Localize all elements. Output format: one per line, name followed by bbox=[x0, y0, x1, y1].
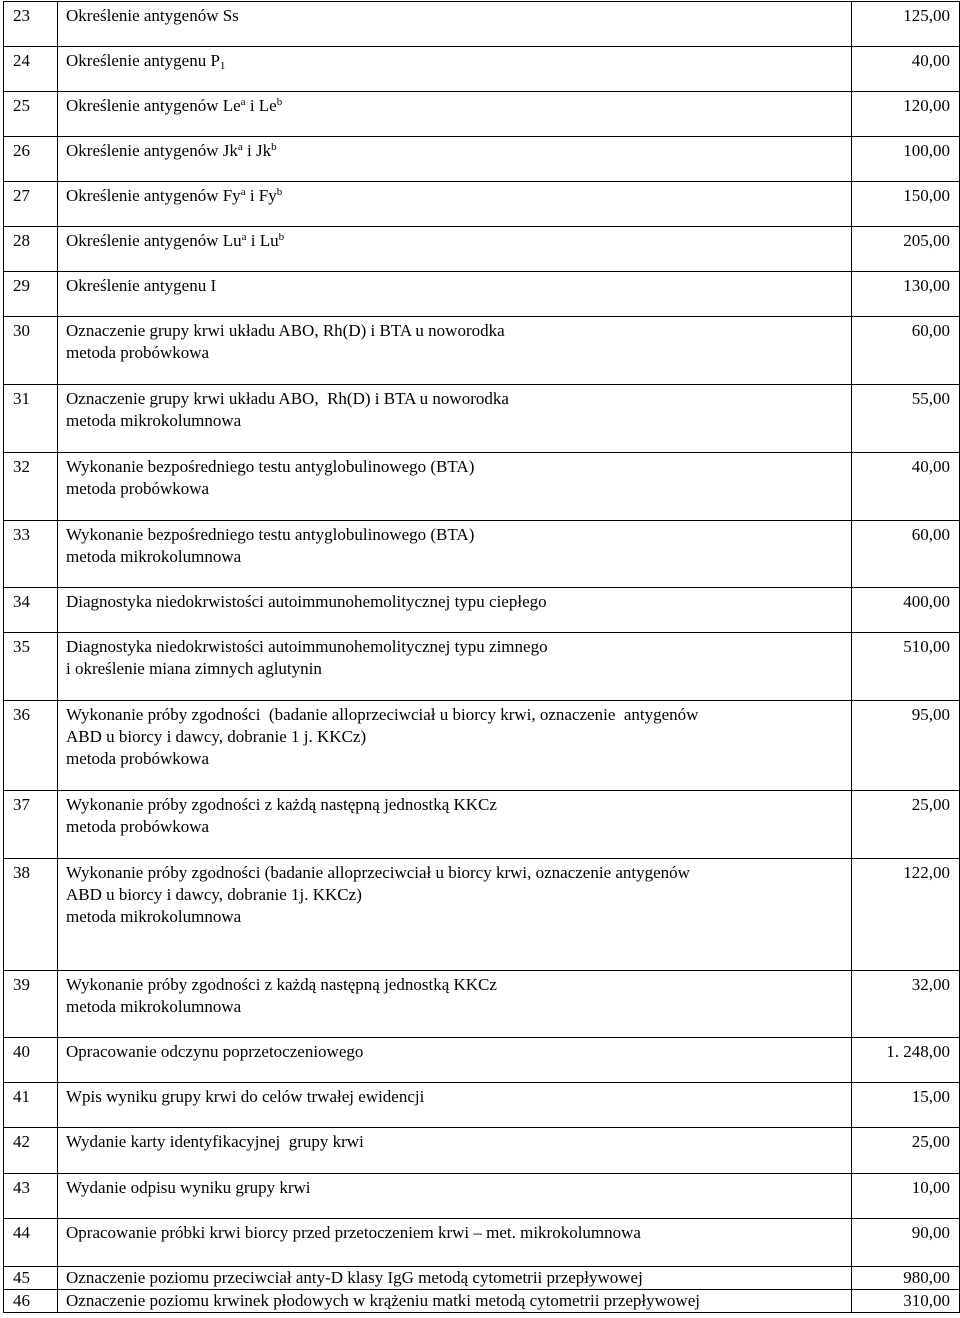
table-row bbox=[4, 47, 960, 92]
service-text: Diagnostyka niedokrwistości autoimmunohemolitycznej typu zimnego bbox=[66, 637, 548, 656]
service-text: i Jk bbox=[242, 141, 272, 160]
service-text: Wykonanie próby zgodności z każdą następną jednostką KKCz bbox=[66, 795, 497, 814]
service-text: Diagnostyka niedokrwistości autoimmunohemolitycznej typu ciepłego bbox=[66, 592, 547, 611]
service-method: metoda probówkowa bbox=[66, 749, 210, 768]
service-price: 15,00 bbox=[852, 1083, 960, 1128]
service-text: ABD u biorcy i dawcy, dobranie 1j. KKCz) bbox=[66, 885, 362, 904]
service-text: Określenie antygenów Ss bbox=[66, 6, 239, 25]
service-text: Wykonanie próby zgodności (badanie alloprzeciwciał u biorcy krwi, oznaczenie antygenów bbox=[66, 863, 690, 882]
service-text: i określenie miana zimnych aglutynin bbox=[66, 659, 322, 678]
service-text: Oznaczenie grupy krwi układu ABO, Rh(D) i BTA u noworodka bbox=[66, 321, 505, 340]
service-description bbox=[58, 92, 852, 137]
table-row bbox=[4, 1290, 960, 1313]
service-price: 125,00 bbox=[852, 2, 960, 47]
superscript: a bbox=[240, 186, 246, 198]
table-row bbox=[4, 1128, 960, 1174]
row-number: 23 bbox=[4, 2, 58, 47]
service-description bbox=[58, 137, 852, 182]
row-number: 37 bbox=[4, 791, 58, 859]
row-number: 38 bbox=[4, 859, 58, 971]
table-row bbox=[4, 588, 960, 633]
row-number: 29 bbox=[4, 272, 58, 317]
row-number: 41 bbox=[4, 1083, 58, 1128]
service-method: metoda probówkowa bbox=[66, 343, 210, 362]
row-number: 43 bbox=[4, 1174, 58, 1219]
table-row bbox=[4, 182, 960, 227]
row-number: 25 bbox=[4, 92, 58, 137]
service-text: Określenie antygenów Fy bbox=[66, 186, 241, 205]
service-text: Oznaczenie poziomu krwinek płodowych w krążeniu matki metodą cytometrii przepływowej bbox=[66, 1291, 700, 1310]
service-method: metoda mikrokolumnowa bbox=[66, 547, 242, 566]
service-text: Określenie antygenu P bbox=[66, 51, 220, 70]
service-price: 205,00 bbox=[852, 227, 960, 272]
table-row bbox=[4, 633, 960, 701]
service-text: Wykonanie próby zgodności z każdą następną jednostką KKCz bbox=[66, 975, 497, 994]
service-text: i Fy bbox=[245, 186, 277, 205]
service-description bbox=[58, 453, 852, 521]
table-row bbox=[4, 1219, 960, 1267]
service-description bbox=[58, 1174, 852, 1219]
row-number: 31 bbox=[4, 385, 58, 453]
service-price: 122,00 bbox=[852, 859, 960, 971]
superscript: b bbox=[271, 141, 277, 153]
service-price: 400,00 bbox=[852, 588, 960, 633]
row-number: 40 bbox=[4, 1038, 58, 1083]
service-price: 32,00 bbox=[852, 971, 960, 1038]
table-row bbox=[4, 1174, 960, 1219]
service-price: 40,00 bbox=[852, 453, 960, 521]
service-description bbox=[58, 317, 852, 385]
service-price: 130,00 bbox=[852, 272, 960, 317]
table-row bbox=[4, 227, 960, 272]
table-row bbox=[4, 1038, 960, 1083]
service-price: 55,00 bbox=[852, 385, 960, 453]
service-description bbox=[58, 2, 852, 47]
row-number: 44 bbox=[4, 1219, 58, 1267]
service-price: 10,00 bbox=[852, 1174, 960, 1219]
row-number: 27 bbox=[4, 182, 58, 227]
row-number: 33 bbox=[4, 521, 58, 588]
service-price: 95,00 bbox=[852, 701, 960, 791]
row-number: 24 bbox=[4, 47, 58, 92]
service-text: Określenie antygenów Lu bbox=[66, 231, 242, 250]
service-description bbox=[58, 1290, 852, 1313]
superscript: a bbox=[237, 141, 243, 153]
table-row bbox=[4, 317, 960, 385]
service-text: Określenie antygenu I bbox=[66, 276, 217, 295]
row-number: 45 bbox=[4, 1267, 58, 1290]
service-text: Wykonanie próby zgodności (badanie alloprzeciwciał u biorcy krwi, oznaczenie antygenów bbox=[66, 705, 699, 724]
service-text: Określenie antygenów Le bbox=[66, 96, 241, 115]
service-text: Oznaczenie grupy krwi układu ABO, Rh(D) i BTA u noworodka bbox=[66, 389, 509, 408]
row-number: 28 bbox=[4, 227, 58, 272]
service-description bbox=[58, 1083, 852, 1128]
service-price: 60,00 bbox=[852, 317, 960, 385]
service-text: ABD u biorcy i dawcy, dobranie 1 j. KKCz) bbox=[66, 727, 367, 746]
row-number: 42 bbox=[4, 1128, 58, 1174]
table-row bbox=[4, 385, 960, 453]
superscript: a bbox=[241, 231, 247, 243]
table-row bbox=[4, 971, 960, 1038]
service-text: Opracowanie próbki krwi biorcy przed przetoczeniem krwi – met. mikrokolumnowa bbox=[66, 1223, 641, 1242]
service-description bbox=[58, 521, 852, 588]
service-method: metoda mikrokolumnowa bbox=[66, 411, 242, 430]
service-price: 510,00 bbox=[852, 633, 960, 701]
service-text: Wydanie odpisu wyniku grupy krwi bbox=[66, 1178, 311, 1197]
service-description bbox=[58, 47, 852, 92]
table-row bbox=[4, 453, 960, 521]
row-number: 32 bbox=[4, 453, 58, 521]
service-text: Wydanie karty identyfikacyjnej grupy krwi bbox=[66, 1132, 364, 1151]
row-number: 26 bbox=[4, 137, 58, 182]
row-number: 30 bbox=[4, 317, 58, 385]
service-text: Opracowanie odczynu poprzetoczeniowego bbox=[66, 1042, 364, 1061]
subscript: 1 bbox=[219, 60, 226, 72]
table-row bbox=[4, 2, 960, 47]
service-text: i Lu bbox=[246, 231, 279, 250]
service-text: Oznaczenie poziomu przeciwciał anty-D klasy IgG metodą cytometrii przepływowej bbox=[66, 1268, 643, 1287]
table-row bbox=[4, 92, 960, 137]
service-price: 120,00 bbox=[852, 92, 960, 137]
service-description bbox=[58, 1038, 852, 1083]
service-method: metoda probówkowa bbox=[66, 479, 210, 498]
price-list-table bbox=[3, 1, 960, 1313]
row-number: 35 bbox=[4, 633, 58, 701]
service-description bbox=[58, 971, 852, 1038]
service-method: metoda probówkowa bbox=[66, 817, 210, 836]
service-description bbox=[58, 701, 852, 791]
service-price: 40,00 bbox=[852, 47, 960, 92]
superscript: b bbox=[276, 96, 283, 108]
service-text: Wykonanie bezpośredniego testu antyglobulinowego (BTA) bbox=[66, 457, 475, 476]
service-price: 1. 248,00 bbox=[852, 1038, 960, 1083]
row-number: 46 bbox=[4, 1290, 58, 1313]
row-number: 36 bbox=[4, 701, 58, 791]
service-price: 60,00 bbox=[852, 521, 960, 588]
service-description bbox=[58, 227, 852, 272]
table-row bbox=[4, 1083, 960, 1128]
table-row bbox=[4, 521, 960, 588]
service-method: metoda mikrokolumnowa bbox=[66, 907, 242, 926]
table-row bbox=[4, 272, 960, 317]
service-price: 980,00 bbox=[852, 1267, 960, 1290]
table-row bbox=[4, 791, 960, 859]
service-description bbox=[58, 272, 852, 317]
service-description bbox=[58, 633, 852, 701]
service-method: metoda mikrokolumnowa bbox=[66, 997, 242, 1016]
superscript: a bbox=[240, 96, 246, 108]
table-row bbox=[4, 859, 960, 971]
service-description bbox=[58, 1128, 852, 1174]
service-description bbox=[58, 182, 852, 227]
service-description bbox=[58, 1267, 852, 1290]
service-text: Określenie antygenów Jk bbox=[66, 141, 238, 160]
service-price: 25,00 bbox=[852, 791, 960, 859]
table-row bbox=[4, 137, 960, 182]
service-text: Wykonanie bezpośredniego testu antyglobulinowego (BTA) bbox=[66, 525, 475, 544]
table-row bbox=[4, 1267, 960, 1290]
service-price: 150,00 bbox=[852, 182, 960, 227]
service-description bbox=[58, 385, 852, 453]
service-text: Wpis wyniku grupy krwi do celów trwałej ewidencji bbox=[66, 1087, 425, 1106]
service-description bbox=[58, 791, 852, 859]
service-price: 100,00 bbox=[852, 137, 960, 182]
table-row bbox=[4, 701, 960, 791]
service-description bbox=[58, 588, 852, 633]
service-price: 25,00 bbox=[852, 1128, 960, 1174]
row-number: 39 bbox=[4, 971, 58, 1038]
service-description bbox=[58, 1219, 852, 1267]
service-price: 310,00 bbox=[852, 1290, 960, 1313]
row-number: 34 bbox=[4, 588, 58, 633]
service-description bbox=[58, 859, 852, 971]
service-price: 90,00 bbox=[852, 1219, 960, 1267]
superscript: b bbox=[278, 231, 285, 243]
service-text: i Le bbox=[245, 96, 277, 115]
superscript: b bbox=[276, 186, 283, 198]
